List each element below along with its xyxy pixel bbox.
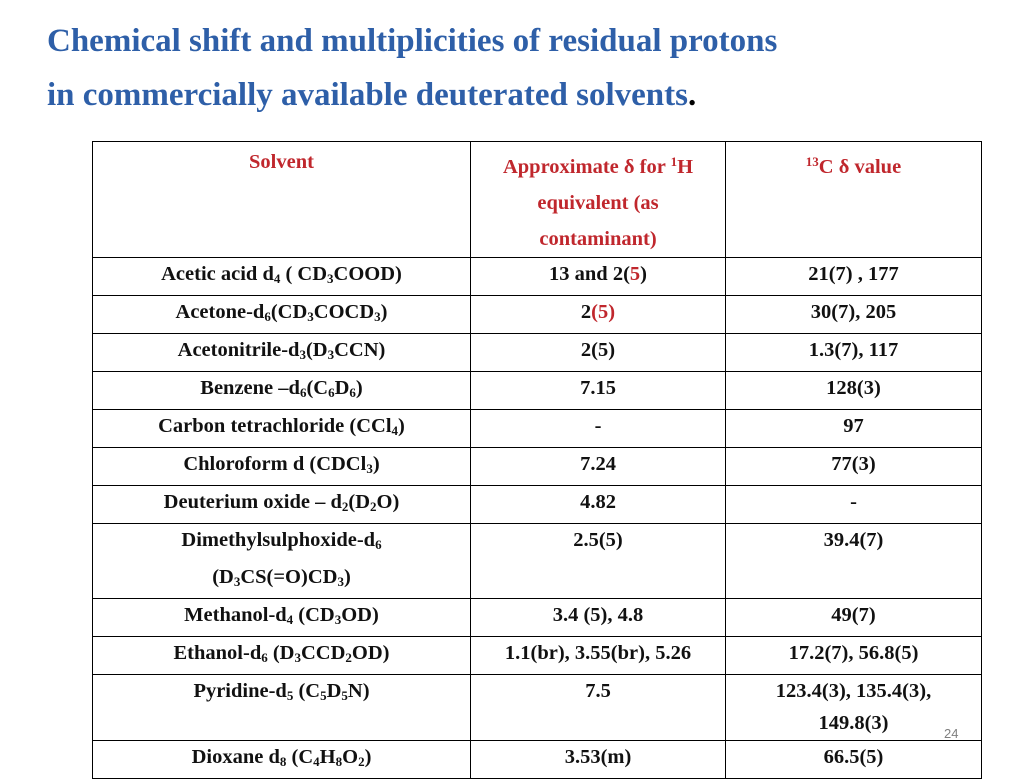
cell-h1-shift: 1.1(br), 3.55(br), 5.26 [471, 637, 726, 675]
cell-c13-shift: 21(7) , 177 [726, 258, 982, 296]
cell-solvent: Pyridine-$d_5$ $(C_5D_5N)$ [93, 675, 471, 741]
table-header-row [93, 142, 982, 258]
cell-c13-shift: 49(7) [726, 599, 982, 637]
table-row [93, 410, 982, 448]
solvent-table [92, 141, 982, 779]
header-solvent: Solvent [93, 142, 471, 258]
table-row [93, 334, 982, 372]
table-row [93, 296, 982, 334]
cell-c13-shift: 66.5(5) [726, 741, 982, 779]
cell-h1-shift: 13 and 2(5) [471, 258, 726, 296]
header-h1-shift: Approximate δ for $^1$H equivalent (as contaminant) [471, 142, 726, 258]
cell-c13-shift: 30(7), 205 [726, 296, 982, 334]
cell-h1-shift: 3.53(m) [471, 741, 726, 779]
cell-c13-shift: 39.4(7) [726, 524, 982, 599]
cell-solvent: Methanol-$d_4$ $(CD_3OD)$ [93, 599, 471, 637]
cell-h1-shift: 7.24 [471, 448, 726, 486]
cell-c13-shift: 17.2(7), 56.8(5) [726, 637, 982, 675]
table-row [93, 741, 982, 779]
table-row [93, 637, 982, 675]
cell-solvent: Deuterium oxide – $d_2(D_2O)$ [93, 486, 471, 524]
title-line-2: in commercially available deuterated solvents [47, 77, 688, 113]
cell-h1-shift: 4.82 [471, 486, 726, 524]
cell-h1-shift: 7.15 [471, 372, 726, 410]
title-line-1: Chemical shift and multiplicities of residual protons [47, 23, 778, 59]
cell-solvent: Acetonitrile-$d_3(D_3CCN)$ [93, 334, 471, 372]
cell-solvent: Acetic acid $d_4$ ( $CD_3COOD$) [93, 258, 471, 296]
slide-title [47, 14, 1007, 122]
cell-c13-shift: 128(3) [726, 372, 982, 410]
table-row [93, 675, 982, 741]
cell-h1-shift: 2(5) [471, 334, 726, 372]
cell-h1-shift: 3.4 (5), 4.8 [471, 599, 726, 637]
table-row [93, 486, 982, 524]
table-row [93, 258, 982, 296]
cell-h1-shift: 2(5) [471, 296, 726, 334]
cell-solvent: Carbon tetrachloride (CCl$_4$) [93, 410, 471, 448]
cell-solvent: Ethanol-$d_6$ $(D_3CCD_2OD)$ [93, 637, 471, 675]
cell-h1-shift: 2.5(5) [471, 524, 726, 599]
cell-c13-shift: 123.4(3), 135.4(3), 149.8(3) [726, 675, 982, 741]
table-row [93, 372, 982, 410]
cell-c13-shift: - [726, 486, 982, 524]
table-row [93, 599, 982, 637]
cell-solvent: Chloroform d (CDCl$_3$) [93, 448, 471, 486]
header-c13-shift: $^{13}$C δ value [726, 142, 982, 258]
title-period: . [687, 77, 697, 113]
cell-h1-shift: - [471, 410, 726, 448]
cell-c13-shift: 97 [726, 410, 982, 448]
cell-h1-shift: 7.5 [471, 675, 726, 741]
cell-c13-shift: 77(3) [726, 448, 982, 486]
table-row [93, 524, 982, 599]
cell-c13-shift: 1.3(7), 117 [726, 334, 982, 372]
cell-solvent: Dioxane $d_8$ $(C_4H_8O_2)$ [93, 741, 471, 779]
cell-solvent: Dimethylsulphoxide-$d_6$ $(D_3CS(=O)CD_3)$ [93, 524, 471, 599]
cell-solvent: Benzene $-d_6(C_6D_6)$ [93, 372, 471, 410]
cell-solvent: Acetone-$d_6(CD_3COCD_3)$ [93, 296, 471, 334]
page-number: 24 [944, 726, 959, 741]
table-row [93, 448, 982, 486]
